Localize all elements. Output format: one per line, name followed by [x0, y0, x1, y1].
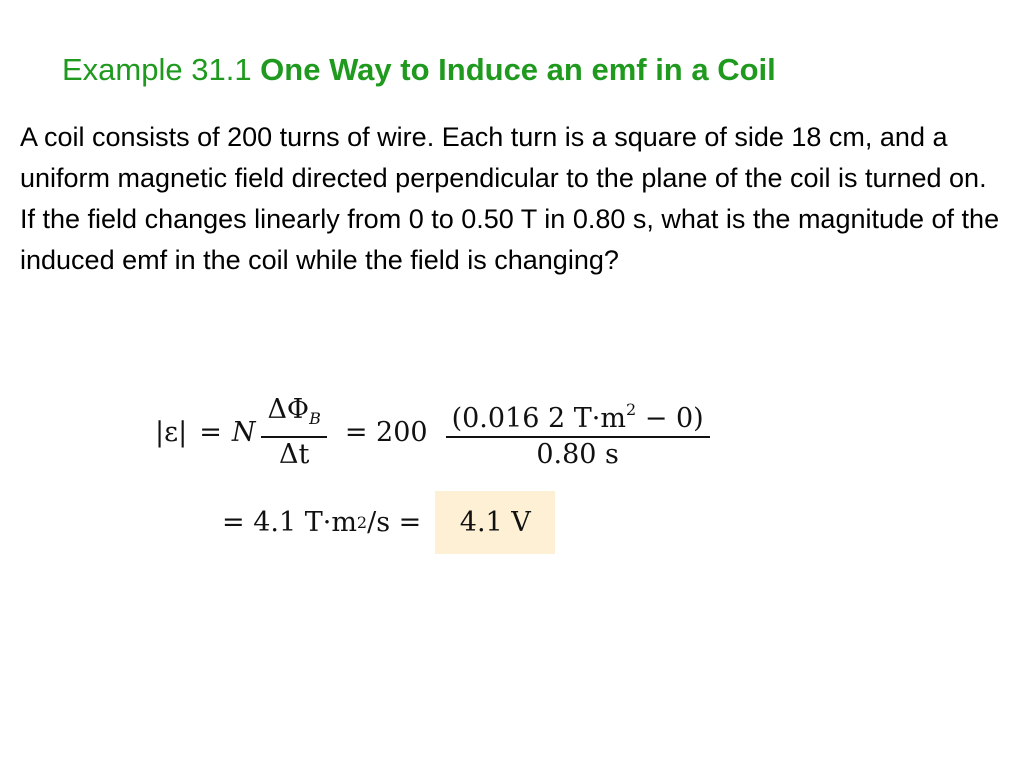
value-fraction [446, 393, 710, 472]
numerator-part-b: − 0) [636, 402, 704, 434]
delta-phi: ΔΦ [267, 393, 310, 425]
equals-sign: = [199, 416, 222, 448]
title-prefix: Example 31.1 [62, 52, 261, 87]
problem-statement: A coil consists of 200 turns of wire. Each turn is a square of side 18 cm, and a uniform magnetic field directed perpendicular to the plane of the coil is turned on. If the field changes linearly from 0 to 0.50 T in 0.80 s, what is the magnitude of the induced emf in the coil while the field is changing? [20, 122, 1000, 275]
flux-numerator [261, 393, 326, 436]
slide-title [62, 52, 776, 88]
numerator-superscript: 2 [625, 399, 637, 419]
numerator-part-a: (0.016 2 T·m [451, 402, 626, 434]
flux-rate-fraction [261, 393, 326, 472]
result-part-a: = 4.1 T·m [222, 506, 357, 538]
value-numerator [446, 393, 710, 436]
subscript-b: B [309, 408, 321, 428]
answer-highlight [435, 491, 555, 554]
equation-result [222, 490, 555, 554]
value-denominator: 0.80 s [536, 438, 619, 470]
result-superscript: 2 [356, 512, 368, 532]
title-bold: One Way to Induce an emf in a Coil [260, 52, 776, 87]
equation-emf [155, 392, 815, 472]
result-part-b: /s = [367, 506, 422, 538]
answer-value: 4.1 V [459, 506, 531, 538]
turns-symbol: N [231, 416, 256, 448]
equals-200: = 200 [344, 416, 428, 448]
time-denominator: Δt [278, 438, 310, 470]
emf-magnitude: |ε| [155, 416, 188, 448]
